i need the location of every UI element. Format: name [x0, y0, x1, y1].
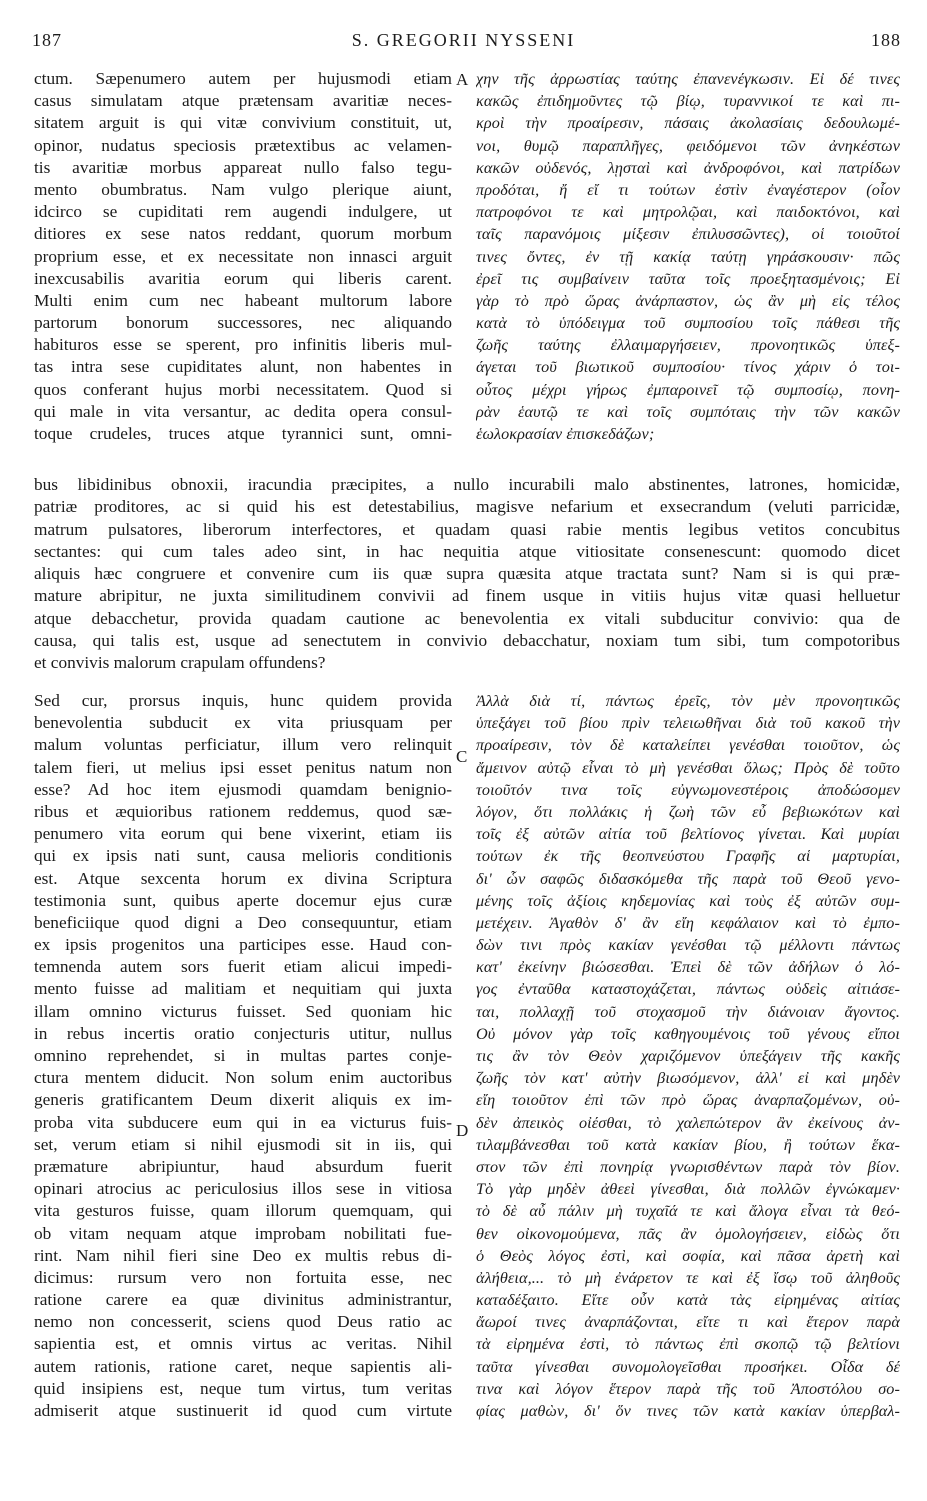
text-line: ζωῆς τὸν κατ' αὐτὴν βιωσόμενον, ἀλλ' εἰ καὶ μηδὲν [476, 1069, 900, 1088]
text-line: ρὰν ἑαυτῷ τε καὶ τοῖς συμπόταις τὴν τῶν κακῶν [476, 402, 900, 421]
text-line: δι' ὧν σαφῶς διδασκόμεθα τῆς παρὰ τοῦ Θεοῦ γενο- [476, 869, 900, 888]
text-line: partorum bonorum successores, nec aliquando [34, 313, 452, 333]
margin-letter-d: D [456, 1121, 469, 1140]
greek-column-top [476, 68, 900, 445]
text-line: omnino reprehendet, si in multas partes conje- [34, 1046, 452, 1065]
text-line: set, verum etiam si nihil ejusmodi sit in iis, qui [34, 1134, 452, 1154]
text-line: μετέχειν. Ἀγαθὸν δ' ἂν εἴη κεφάλαιον καὶ τὸ ἐμπο- [476, 913, 900, 932]
text-line: rint. Nam nihil fieri sine Deo ex multis rebus di- [34, 1245, 452, 1265]
text-line: θεν οἰκονομούμενα, πᾶς ἂν ὁμολογήσειεν, εἰδὼς ὅτι [476, 1224, 900, 1243]
text-line: opinari atrocius ac periculosius illos sese in vitiosa [34, 1179, 452, 1199]
text-line: toque crudeles, truces atque tyrannici sunt, omni- [34, 424, 452, 443]
page-number-right: 188 [871, 30, 901, 50]
text-line: ἐρεῖ τις συμβαίνειν ταῦτα τοῖς προεξητασμένοις; Εἰ [476, 269, 900, 288]
text-line: κακῶς ἐπιδημοῦντες τῷ βίῳ, τυραννικοί τε καὶ πι- [476, 92, 900, 111]
text-line: τινα καὶ λόγον ἕτερον παρὰ τῆς τοῦ Ἀποστόλου σο- [476, 1379, 900, 1398]
text-line: bus libidinibus obnoxii, iracundia præcipites, a nullo incurabili malo abstinentes, latrones, homicidæ, [34, 475, 900, 494]
text-line: τούτων ἐκ τῆς θεοπνεύστου Γραφῆς αἱ μαρτυρίαι, [476, 847, 900, 866]
running-title: S. GREGORII NYSSENI [351, 30, 576, 50]
text-line: ditiores ex sese natos reddant, quorum morbum [34, 224, 452, 244]
text-line: πατροφόνοι τε καὶ μητρολῷαι, καὶ παιδοκτόνοι, καὶ [476, 203, 900, 222]
text-line: άγεται τοῦ βιωτικοῦ συμποσίου· τίνος χάριν ὁ τοι- [476, 358, 900, 377]
text-line: ταῦτα γίνεσθαι συνομολογεῖσθαι προσήκει. Οἶδα δέ [476, 1357, 900, 1376]
text-line: κατὰ τὸ ὑπόδειγμα τοῦ συμποσίου τοῖς πάθεσι τῆς [476, 314, 900, 333]
text-line: præmature abripiuntur, haud absurdum fuerit [34, 1156, 452, 1176]
text-line: inexcusabilis avaritia eorum qui liberis carent. [34, 268, 452, 288]
text-line: quid insipiens est, neque tum virtus, tum veritas [34, 1378, 452, 1398]
text-line: εἴη τοιοῦτον ἐπὶ τῶν πρὸ ὥρας ἀναρπαζομένων, οὐ- [476, 1091, 900, 1110]
text-line: δὼν τινι πρὸς κακίαν γενέσθαι τῷ μέλλοντι πάντως [476, 936, 900, 955]
text-line: κροὶ τὴν προαίρεσιν, πάσαις ἀκολασίαις δεδουλωμέ- [476, 114, 900, 133]
text-line: penumero vita eorum qui bene vixerint, etiam iis [34, 824, 452, 844]
text-line: τινες ὄντες, ἐν τῇ κακίᾳ ταύτῃ γηράσκουσιν· πῶς [476, 247, 900, 266]
text-line: τιλαμβάνεσθαι τοῦ κατὰ κακίαν βίου, ἢ τούτων ἕκα- [476, 1135, 900, 1154]
text-line: κατ' ἐκείνην βιώσεσθαι. Ἐπεὶ δὲ τῶν ἀδήλων ὁ λό- [476, 958, 900, 977]
text-line: Τὸ γὰρ μηδὲν ἀθεεὶ γίνεσθαι, διὰ πολλῶν ἐγνώκαμεν· [476, 1180, 900, 1199]
text-line: ctum. Sæpenumero autem per hujusmodi etiam [34, 69, 452, 88]
text-line: sectantes: qui cum tales adeo sint, in hac nequitia atque vitiositate consenescunt: quomodo dicet [34, 541, 900, 561]
text-line: qui male in vita versantur, ac dedita opera consul- [34, 401, 452, 421]
text-line: στον τῶν ἐπὶ πονηρίᾳ γνωρισθέντων παρὰ τὸν βίον. [476, 1157, 900, 1176]
text-line: Οὐ μόνον γὰρ τοῖς καθηγουμένοις τοῦ γένους εἴποι [476, 1024, 900, 1043]
text-line: generis gratificantem Deum dixerit aliquis ex im- [34, 1090, 452, 1110]
text-line: malum voluntas perficiatur, illum vero relinquit [34, 735, 452, 755]
text-line: quos conferant hujus morbi necessitatem. Quod si [34, 379, 452, 399]
text-line: vita gesturos fuisse, quam illorum quemquam, qui [34, 1201, 452, 1221]
text-line: τις ἂν τὸν Θεὸν χαριζόμενον ὑπεξάγειν τῆς κακῆς [476, 1047, 900, 1065]
text-line: νοι, θυμῷ παραπλῆγες, φειδόμενοι τῶν ἀνηκέστων [476, 136, 900, 155]
text-line: idcirco se cupiditati rem augendi indulgere, ut [34, 202, 452, 222]
text-line: patriæ proditores, ac si quid his est detestabilius, magisve nefarium et exsecrandum (veluti parricidæ, [34, 497, 900, 517]
text-line: Sed cur, prorsus inquis, hunc quidem provida [34, 691, 452, 710]
text-line: habituros esse se sperent, pro infinitis liberis mul- [34, 335, 452, 355]
latin-column-bottom [34, 690, 452, 1422]
text-line: ταῖς παρανόμοις μίξεσιν ἐπιλυσσῶντες), οἱ τοιοῦτοί [476, 225, 900, 244]
text-line: ὁ Θεὸς λόγος ἐστὶ, καὶ σοφία, καὶ πᾶσα ἀρετὴ καὶ [476, 1246, 900, 1265]
text-line: mento fuisse ad malitiam et nequitiam qui juxta [34, 979, 452, 999]
text-line: ἄμεινον αὐτῷ εἶναι τὸ μὴ γενέσθαι ὅλως; Πρὸς δὲ τοῦτο [476, 758, 900, 777]
page-header [0, 30, 927, 56]
text-line: γος ἐνταῦθα καταστοχάζεται, πάντως οὐδεὶς αἰτιάσε- [476, 980, 900, 999]
text-line: mento obumbratus. Nam vulgo plerique aiunt, [34, 179, 452, 199]
text-line: aliquis hæc congruere et convenire cum iis quæ supra quæsita atque tractata sunt? Nam si is qui præ- [34, 564, 900, 584]
margin-letter-c: C [456, 747, 468, 766]
text-line: talem fieri, ut melius ipsi esset penitus natum non [34, 757, 452, 777]
text-line: ζωῆς ταύτης ἐλλαιμαργήσειεν, προνοητικῶς ὑπεξ- [476, 336, 900, 355]
text-line: autem rationis, ratione caret, neque sapientis ali- [34, 1356, 452, 1376]
text-line: beneficiique quod digni a Deo consequuntur, etiam [34, 912, 452, 932]
text-line: γὰρ τὸ πρὸ ὥρας ἀνάρπαστον, ὡς ἂν μὴ εἰς τέλος [476, 291, 900, 310]
text-line: sitatem arguit is qui vitæ convivium constituit, ut, [34, 113, 452, 133]
latin-full-width-passage [34, 474, 900, 675]
text-line: τοῖς ἐξ αὐτῶν αἰτία τοῦ βελτίονος γίνεται. Καὶ μυρίαι [476, 825, 900, 844]
text-line: προδόται, ἤ εἴ τι τούτων ἐστὶν ἐναγέστερον (οἷον [476, 180, 900, 199]
text-line: casus simulatam atque prætensam avaritiæ neces- [34, 91, 452, 111]
text-line: χην τῆς ἀρρωστίας ταύτης ἐπανενέγκωσιν. Εἰ δέ τινες [476, 70, 900, 88]
text-line: benevolentia subducit ex vita priusquam per [34, 713, 452, 733]
text-line: τὰ εἰρημένα ἐστὶ, τὸ πάντως ἐπὶ σκοπῷ τῷ βελτίονι [476, 1335, 900, 1354]
latin-column-top [34, 68, 452, 445]
margin-letter-a: A [456, 70, 469, 89]
text-line: testimonia sunt, quibus aperte docemur ejus curæ [34, 890, 452, 910]
text-line: tis avaritiæ morbus appareat nullo falso tegu- [34, 157, 452, 177]
text-line: esse? Ad hoc item ejusmodi quamdam benignio- [34, 779, 452, 799]
text-line: ex ipsis progenitos una participes esse. Haud con- [34, 935, 452, 955]
text-line: temnenda autem sors fuerit etiam alicui impedi- [34, 957, 452, 977]
text-line: sapientia est, et omnis virtus ac veritas. Nihil [34, 1334, 452, 1354]
text-line: Ἀλλὰ διὰ τί, πάντως ἐρεῖς, τὸν μὲν προνοητικῶς [476, 692, 900, 710]
text-line: ται, πολλαχῇ τοῦ στοχασμοῦ τὴν διάνοιαν ἄγοντος. [476, 1002, 900, 1021]
text-line: ratione carere ea quæ divinitus administrantur, [34, 1290, 452, 1310]
text-line: admiserit atque sustinuerit id quod cum virtute [34, 1401, 452, 1420]
page-number-left: 187 [32, 30, 62, 50]
text-line: λόγον, ὅτι πολλάκις ἡ ζωὴ τῶν εὖ βεβιωκότων καὶ [476, 802, 900, 821]
text-line: ἀλήθεια,... τὸ μὴ ἐνάρετον τε καὶ ἐξ ἴσῳ τοῦ ἀληθοῦς [476, 1268, 900, 1287]
greek-column-bottom [476, 690, 900, 1422]
text-line: τὸ δὲ αὖ πάλιν μὴ τυχαῖά τε καὶ ἄλογα εἶναι τὰ θεό- [476, 1202, 900, 1221]
text-line: δὲν ἀπεικὸς οἰέσθαι, τὸ χαλεπώτερον ἂν ἐκείνους ἀν- [476, 1113, 900, 1132]
text-line: mature abripitur, ne juxta similitudinem convivii ad finem usque in vitiis hujus vitæ quasi helluetur [34, 586, 900, 606]
text-line: ctura mentem diducit. Non solum enim auctoribus [34, 1068, 452, 1088]
text-line: proba vita subducere eum qui in ea victurus fuis- [34, 1112, 452, 1132]
text-line: οὗτος μέχρι γήρως ἐμπαροινεῖ τῷ συμποσίῳ, πονη- [476, 380, 900, 399]
text-line: et convivis malorum crapulam offundens? [34, 653, 326, 673]
text-line: in rebus incertis oratio conjecturis utitur, nullus [34, 1023, 452, 1043]
text-line: qui ex ipsis nati sunt, causa melioris conditionis [34, 846, 452, 866]
text-line: μένης τοῖς ἀξίοις κηδεμονίας καὶ τοὺς ἐξ αὐτῶν συμ- [476, 891, 900, 910]
text-line: ὑπεξάγει τοῦ βίου πρὶν τελειωθῆναι διὰ τοῦ κακοῦ τὴν [476, 714, 900, 733]
text-line: προαίρεσιν, τὸν δὲ καταλείπει γενέσθαι τοιοῦτον, ὡς [476, 736, 900, 755]
text-line: φίας μαθὼν, δι' ὅν τινες τῶν κατὰ κακίαν ὑπερβαλ- [476, 1402, 900, 1420]
text-line: nemo non concesserit, sciens quod Deus ratio ac [34, 1312, 452, 1332]
text-line: matrum pulsatores, liberorum interfectores, et quadam quasi rabie mentis legibus vetitos concubitus [34, 519, 900, 539]
text-line: opinor, nudatus speciosis prætextibus ac velamen- [34, 135, 452, 155]
text-line: illam omnino victurus fuisset. Sed quoniam hic [34, 1001, 452, 1021]
text-line: dicimus: rursum vero non fortuita esse, nec [34, 1267, 452, 1287]
text-line: est. Atque sexcenta horum ex divina Scriptura [34, 868, 452, 888]
text-line: ἑωλοκρασίαν ἐπισκεδάζων; [476, 425, 655, 443]
text-line: ob vitam nequam atque improbam nobilitati fue- [34, 1223, 452, 1243]
text-line: τοιοῦτόν τινα τοῖς εὐγνωμονεστέροις ἀποδώσομεν [476, 780, 900, 799]
text-line: ribus et æquioribus rationem reddemus, quod sæ- [34, 801, 452, 821]
text-line: tas intra sese cupiditates alunt, non habentes in [34, 357, 452, 377]
text-line: proprium esse, et ex necessitate non innasci arguit [34, 246, 452, 266]
text-line: ἄωροί τινες ἀναρπάζονται, εἴτε τι καὶ ἕτερον παρὰ [476, 1313, 900, 1332]
text-line: κακῶν οὐδενός, λῃσταὶ καὶ ἀνδροφόνοι, καὶ πατρίδων [476, 158, 900, 177]
text-line: atque debacchetur, provida quadam cautione ac benevolentia ex vitali subducitur convivio: qua de [34, 608, 900, 628]
text-line: Multi enim cum nec habeant multorum labore [34, 290, 452, 310]
text-line: καταδέξαιτο. Εἴτε οὖν κατὰ τὰς εἰρημένας αἰτίας [476, 1291, 900, 1310]
text-line: causa, qui talis est, usque ad senectutem in convivio debacchatur, noxiam tum sibi, tum compotoribus [34, 631, 900, 651]
